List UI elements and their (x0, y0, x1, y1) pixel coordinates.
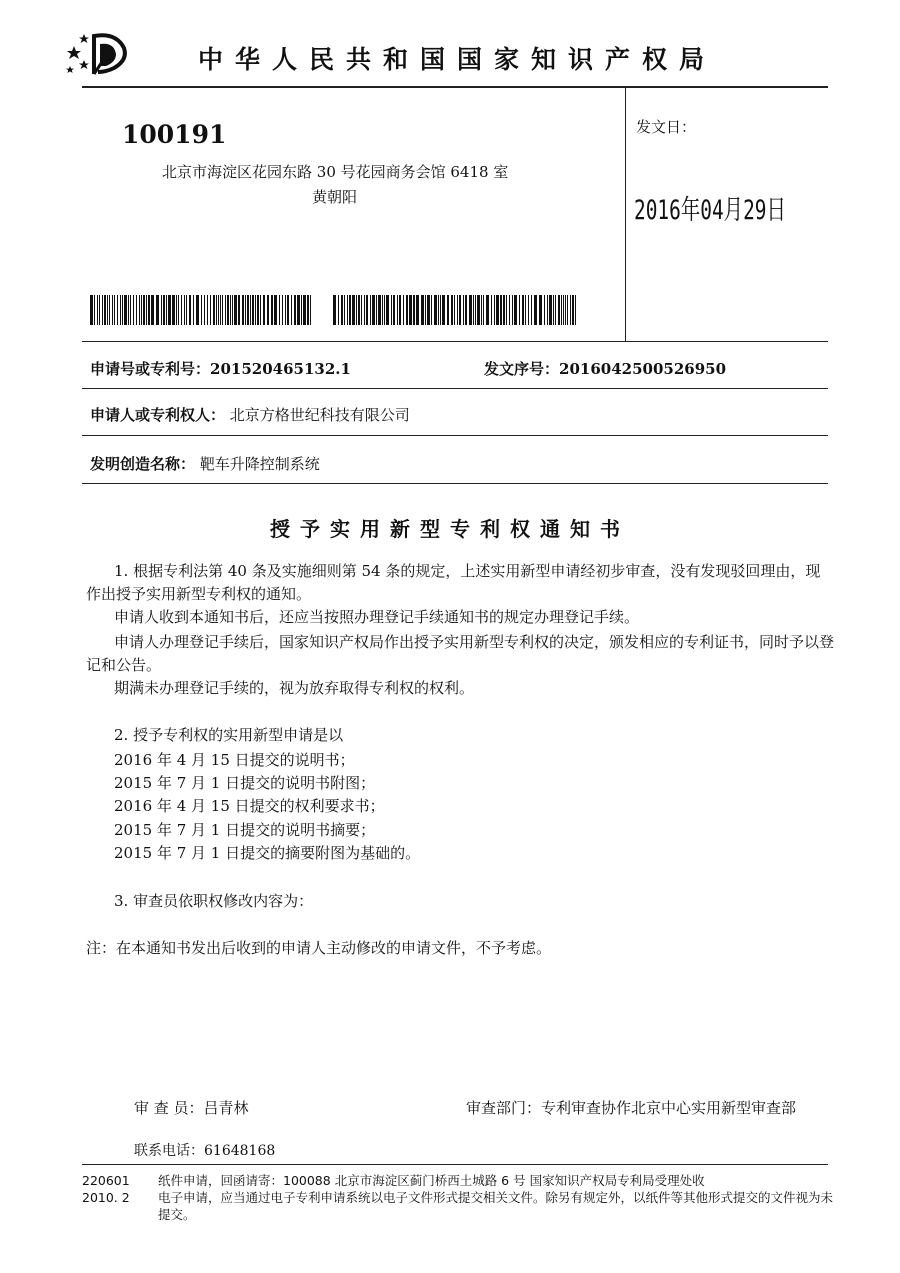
list-item: 2015 年 7 月 1 日提交的说明书摘要； (114, 820, 376, 839)
applicant-name: 北京方格世纪科技有限公司 (229, 406, 410, 424)
divider-4 (82, 483, 828, 484)
invention-label: 发明创造名称： (90, 455, 196, 473)
sipo-logo-icon (64, 26, 136, 78)
document-title: 授予实用新型专利权通知书 (270, 517, 630, 541)
section-2-list (114, 749, 834, 865)
footer-mail-note: 纸件申请，回函请寄：100088 北京市海淀区蓟门桥西土城路 6 号 国家知识产权局专利局受理处收 (158, 1173, 705, 1188)
issue-date-label: 发文日： (636, 118, 697, 136)
footer-electronic-note: 电子申请，应当通过电子专利申请系统以电子文件形式提交相关文件。除另有规定外，以纸件等其他形式提交的文件视为未提交。 (158, 1190, 834, 1222)
list-item: 2016 年 4 月 15 日提交的权利要求书； (114, 797, 385, 816)
application-number-label: 申请号或专利号： (90, 360, 211, 378)
header-divider (82, 86, 828, 88)
application-number-row (90, 358, 351, 379)
date-column-divider (625, 88, 626, 341)
contact-phone: 联系电话：61648168 (134, 1143, 276, 1159)
issue-date-value: 2016年04月29日 (634, 195, 786, 226)
divider-2 (82, 388, 828, 389)
list-item: 2015 年 7 月 1 日提交的摘要附图为基础的。 (114, 843, 421, 862)
serial-number-label: 发文序号： (484, 360, 560, 378)
invention-row (90, 453, 320, 474)
list-item: 2015 年 7 月 1 日提交的说明书附图； (114, 774, 376, 793)
note-text: 注：在本通知书发出后收到的申请人主动修改的申请文件，不予考虑。 (86, 939, 552, 957)
section-2-heading: 2. 授予专利权的实用新型申请是以 (114, 726, 344, 744)
invention-name: 靶车升降控制系统 (199, 455, 320, 473)
application-number: 201520465132.1 (210, 360, 351, 378)
footer-divider (82, 1164, 828, 1165)
serial-number-row (484, 358, 726, 379)
section-1-paragraph-b: 申请人收到本通知书后，还应当按照办理登记手续通知书的规定办理登记手续。 (114, 608, 640, 626)
examination-department: 审查部门：专利审查协作北京中心实用新型审查部 (466, 1099, 797, 1117)
examiner: 审 查 员：吕青林 (134, 1099, 249, 1117)
divider-3 (82, 435, 828, 436)
organization-name: 中华人民共和国国家知识产权局 (198, 45, 717, 74)
section-1-paragraph: 1. 根据专利法第 40 条及实施细则第 54 条的规定，上述实用新型申请经初步审查，没有发现驳回理由，现作出授予实用新型专利权的通知。 (86, 562, 821, 603)
section-3-heading: 3. 审查员依职权修改内容为： (114, 892, 314, 910)
section-1-paragraph-c: 申请人办理登记手续后，国家知识产权局作出授予实用新型专利权的决定，颁发相应的专利证书，同时予以登记和公告。 (86, 633, 835, 674)
recipient-name: 黄朝阳 (312, 188, 358, 206)
section-1-paragraph-d: 期满未办理登记手续的，视为放弃取得专利权的权利。 (114, 679, 475, 697)
barcode-2 (333, 295, 579, 325)
barcode-1 (90, 295, 314, 325)
applicant-row (90, 404, 410, 425)
form-code: 220601 (82, 1173, 130, 1188)
recipient-address: 北京市海淀区花园东路 30 号花园商务会馆 6418 室 (162, 163, 509, 181)
serial-number: 2016042500526950 (559, 360, 727, 378)
form-version: 2010. 2 (82, 1190, 130, 1205)
postcode: 100191 (122, 120, 227, 149)
divider-1 (82, 341, 828, 342)
list-item: 2016 年 4 月 15 日提交的说明书； (114, 751, 355, 769)
applicant-label: 申请人或专利权人： (90, 406, 226, 424)
